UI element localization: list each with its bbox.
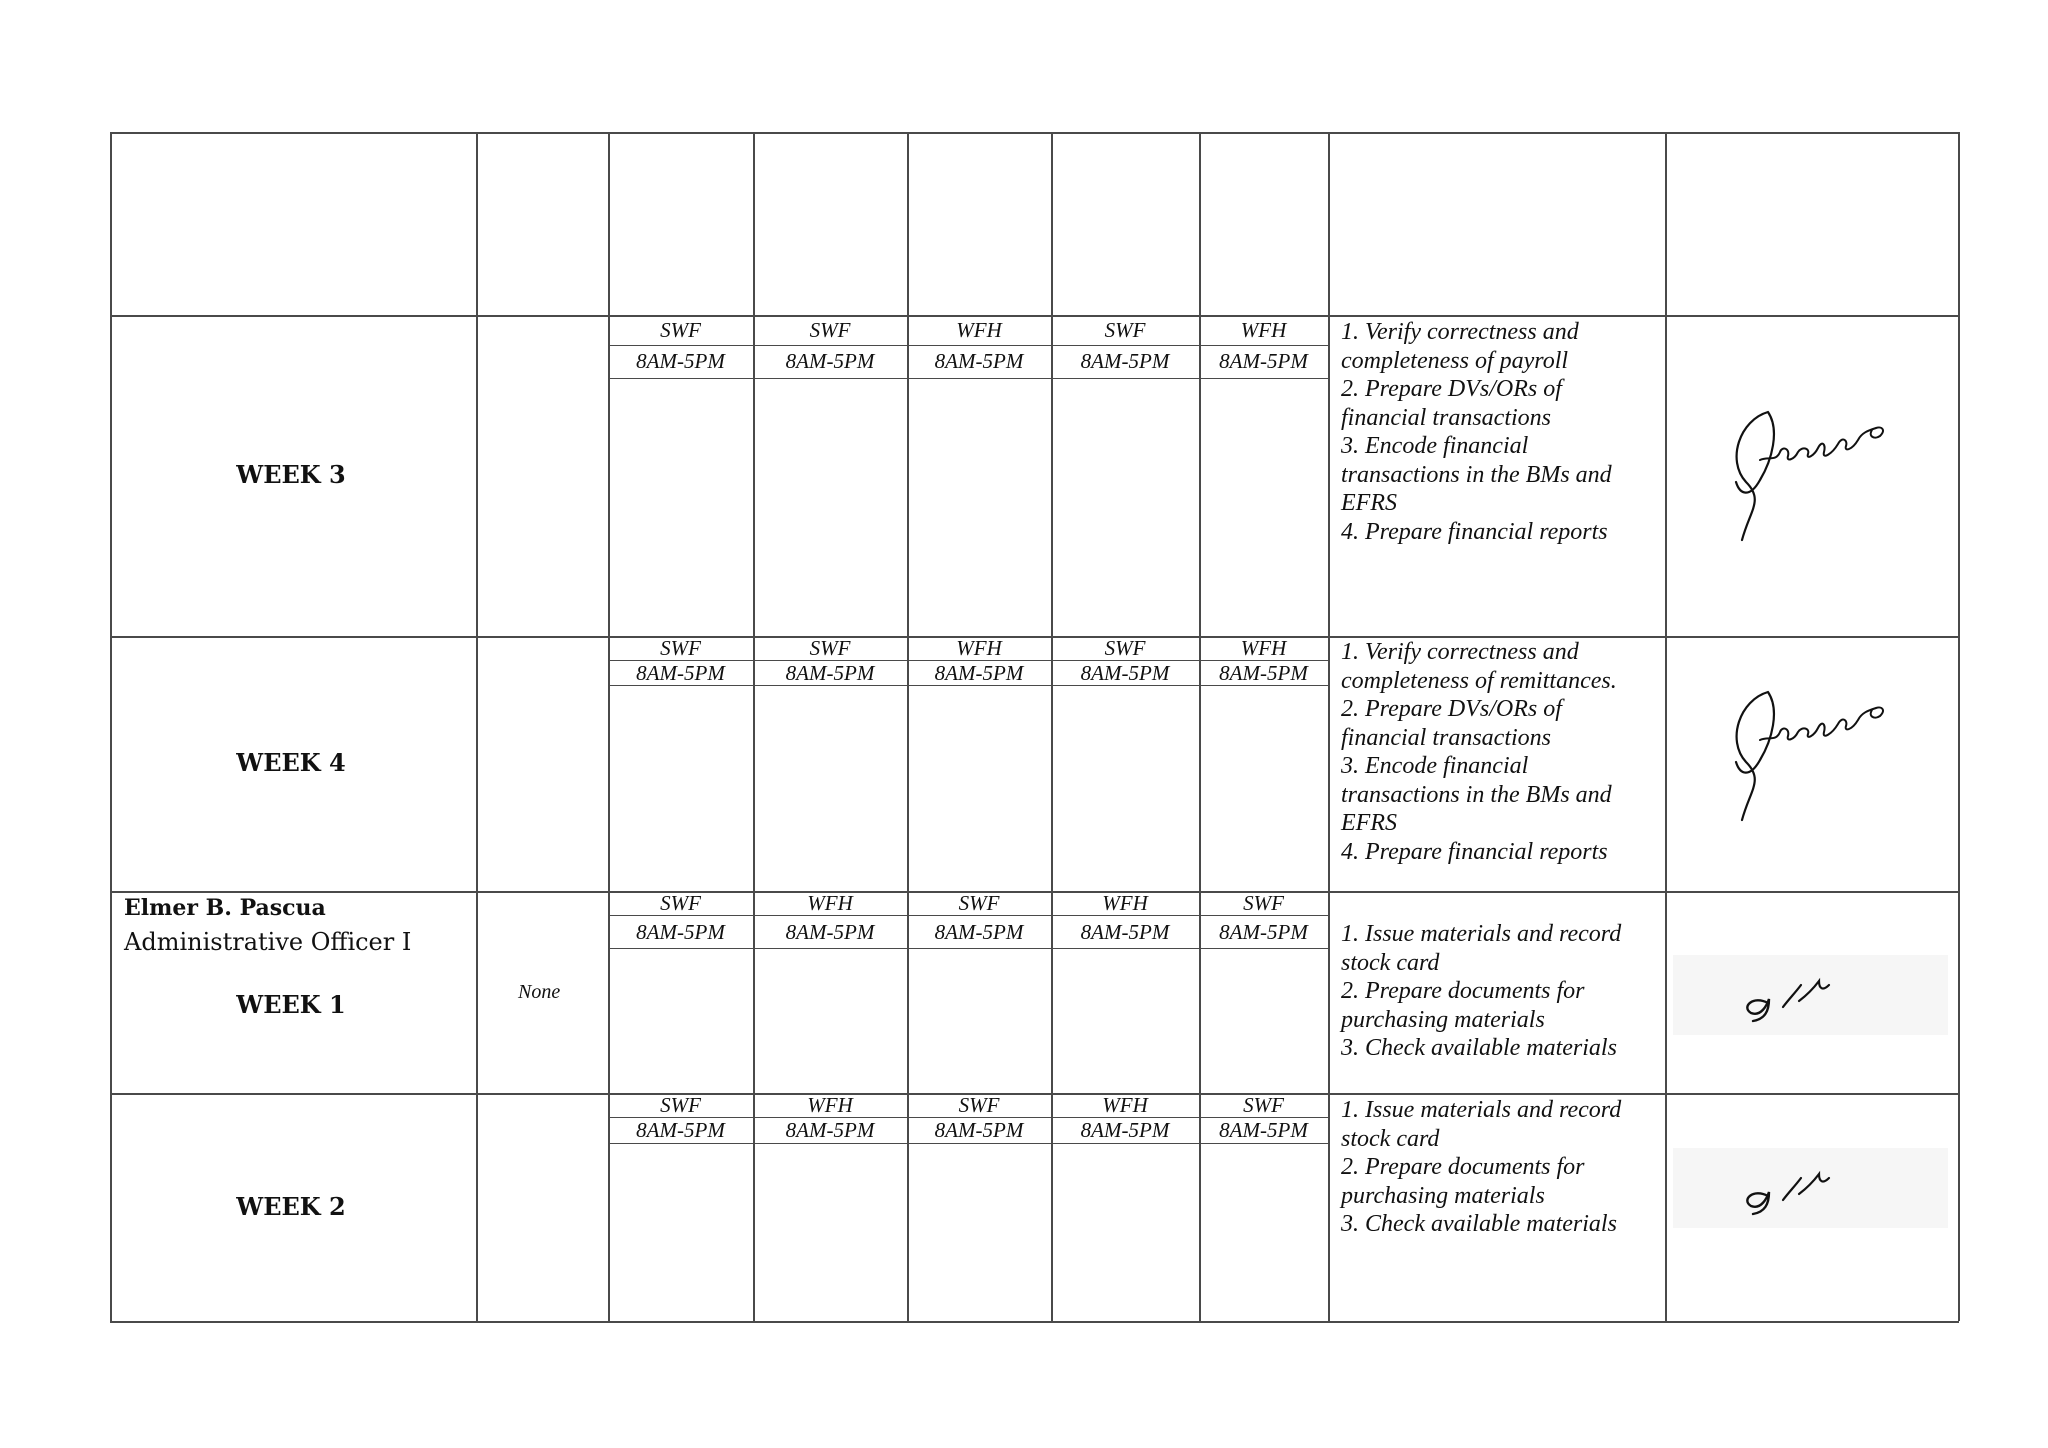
task-line: financial transactions [1341, 404, 1551, 431]
column-divider [110, 132, 112, 1321]
day-mode: SWF [809, 318, 851, 342]
day-mode: SWF [660, 318, 701, 342]
signature-image [1673, 1148, 1948, 1228]
day-mode: SWF [1243, 891, 1284, 915]
task-line: 2. Prepare DVs/ORs of [1341, 696, 1562, 722]
task-line: 1. Issue materials and record [1341, 921, 1622, 947]
day-mode: SWF [660, 891, 701, 915]
week-label: WEEK 4 [236, 748, 346, 777]
task-line: stock card [1341, 949, 1440, 976]
task-line: stock card [1341, 1125, 1440, 1152]
week-label: WEEK 2 [236, 1192, 346, 1221]
day-subrow-divider [608, 948, 1328, 949]
week-label: WEEK 3 [236, 460, 346, 489]
signature-image [1720, 400, 1890, 545]
employee-position: Administrative Officer I [124, 928, 412, 956]
day-time: 8AM-5PM [785, 661, 875, 685]
day-mode: WFH [956, 636, 1002, 660]
day-time: 8AM-5PM [1080, 349, 1170, 373]
day-mode: WFH [807, 891, 853, 915]
day-mode: SWF [1104, 636, 1146, 660]
task-line: 1. Verify correctness and [1341, 639, 1579, 665]
day-time: 8AM-5PM [1219, 1118, 1308, 1142]
task-line: 1. Verify correctness and [1341, 319, 1579, 345]
day-time: 8AM-5PM [636, 920, 725, 944]
task-line: 4. Prepare financial reports [1341, 838, 1608, 865]
task-line: purchasing materials [1341, 1182, 1545, 1209]
day-time: 8AM-5PM [1219, 349, 1308, 373]
day-subrow-divider [608, 345, 1328, 346]
task-line: transactions in the BMs and [1341, 781, 1612, 808]
day-time: 8AM-5PM [934, 920, 1024, 944]
day-time: 8AM-5PM [1080, 920, 1170, 944]
day-time: 8AM-5PM [1080, 661, 1170, 685]
task-line: 1. Issue materials and record [1341, 1097, 1622, 1123]
row-divider [110, 1321, 1959, 1323]
day-time: 8AM-5PM [785, 920, 875, 944]
day-time: 8AM-5PM [1080, 1118, 1170, 1142]
task-line: transactions in the BMs and [1341, 461, 1612, 488]
day-subrow-divider [608, 378, 1328, 379]
day-mode: SWF [1243, 1093, 1284, 1117]
task-line: 3. Check available materials [1341, 1035, 1617, 1061]
day-mode: SWF [1104, 318, 1146, 342]
signature-image [1673, 955, 1948, 1035]
day-mode: SWF [809, 636, 851, 660]
week-label: WEEK 1 [236, 990, 346, 1019]
signature-image [1720, 680, 1890, 825]
day-mode: WFH [1240, 636, 1287, 660]
day-mode: WFH [1240, 318, 1287, 342]
task-line: completeness of payroll [1341, 347, 1569, 374]
day-time: 8AM-5PM [636, 1118, 725, 1142]
day-time: 8AM-5PM [934, 349, 1024, 373]
task-line: EFRS [1341, 810, 1397, 836]
day-time: 8AM-5PM [785, 1118, 875, 1142]
task-line: EFRS [1341, 490, 1397, 516]
day-time: 8AM-5PM [785, 349, 875, 373]
task-line: purchasing materials [1341, 1006, 1545, 1033]
task-line: 3. Check available materials [1341, 1211, 1617, 1237]
column-divider [476, 132, 478, 1321]
leave-value: None [518, 981, 561, 1003]
task-line: completeness of remittances. [1341, 667, 1617, 694]
column-divider [1958, 132, 1960, 1321]
day-time: 8AM-5PM [636, 349, 725, 373]
day-mode: WFH [956, 318, 1002, 342]
day-mode: WFH [1102, 1093, 1148, 1117]
row-divider [110, 315, 1959, 317]
day-mode: WFH [1102, 891, 1148, 915]
day-time: 8AM-5PM [636, 661, 725, 685]
day-time: 8AM-5PM [934, 1118, 1024, 1142]
task-line: 4. Prepare financial reports [1341, 518, 1608, 545]
day-mode: SWF [958, 1093, 1000, 1117]
day-time: 8AM-5PM [934, 661, 1024, 685]
day-subrow-divider [608, 1143, 1328, 1144]
task-line: financial transactions [1341, 724, 1551, 751]
task-line: 2. Prepare documents for [1341, 978, 1585, 1004]
day-time: 8AM-5PM [1219, 661, 1308, 685]
column-divider [1328, 132, 1330, 1321]
task-line: 3. Encode financial [1341, 753, 1529, 779]
row-divider [110, 132, 1959, 134]
task-line: 3. Encode financial [1341, 433, 1529, 459]
task-line: 2. Prepare DVs/ORs of [1341, 376, 1562, 402]
day-mode: SWF [660, 1093, 701, 1117]
employee-name: Elmer B. Pascua [124, 895, 326, 921]
day-time: 8AM-5PM [1219, 920, 1308, 944]
task-line: 2. Prepare documents for [1341, 1154, 1585, 1180]
day-mode: WFH [807, 1093, 853, 1117]
day-mode: SWF [660, 636, 701, 660]
day-mode: SWF [958, 891, 1000, 915]
column-divider [1665, 132, 1667, 1321]
